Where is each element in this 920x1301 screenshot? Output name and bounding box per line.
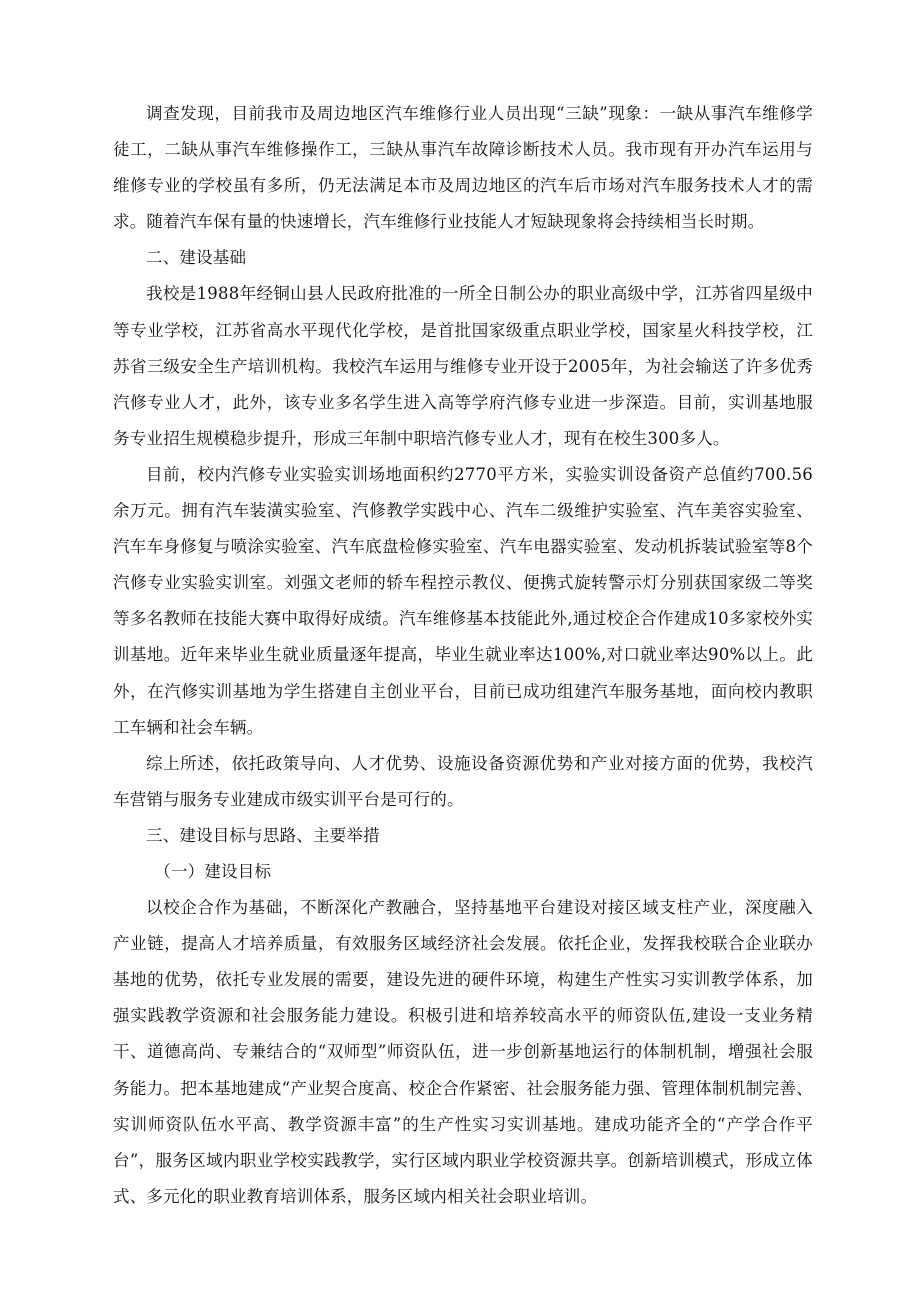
paragraph-survey-findings: 调查发现，目前我市及周边地区汽车维修行业人员出现“三缺”现象：一缺从事汽车维修学徒工，二缺从事汽车维修操作工，三缺从事汽车故障诊断技术人员。我市现有开办汽车运用与维修专业的学校虽有多所，仍无法满足本市及周边地区的汽车后市场对汽车服务技术人才的需求。随着汽车保有量的快速增长，汽车维修行业技能人才短缺现象将会持续相当长时期。: [113, 104, 813, 232]
section-heading-goals-and-measures: 三、建设目标与思路、主要举措: [146, 825, 380, 845]
paragraph-training-facilities: 目前，校内汽修专业实验实训场地面积约2770平方米，实验实训设备资产总值约700.56余万元。拥有汽车装潢实验室、汽修教学实践中心、汽车二级维护实验室、汽车美容实验室、汽车车身修复与喷涂实验室、汽车底盘检修实验室、汽车电器实验室、发动机拆装试验室等8个汽修专业实验实训室。刘强文老师的轿车程控示教仪、便携式旋转警示灯分别获国家级二等奖等多名教师在技能大赛中取得好成绩。汽车维修基本技能此外,通过校企合作建成10多家校外实训基地。近年来毕业生就业质量逐年提高，毕业生就业率达100%,对口就业率达90%以上。此外，在汽修实训基地为学生搭建自主创业平台，目前已成功组建汽车服务基地，面向校内教职工车辆和社会车辆。: [113, 464, 813, 737]
subsection-heading-construction-goals: （一）建设目标: [154, 861, 272, 881]
paragraph-school-background: 我校是1988年经铜山县人民政府批准的一所全日制公办的职业高级中学，江苏省四星级中等专业学校，江苏省高水平现代化学校，是首批国家级重点职业学校，国家星火科技学校，江苏省三级安全生产培训机构。我校汽车运用与维修专业开设于2005年，为社会输送了许多优秀汽修专业人才，此外，该专业多名学生进入高等学府汽修专业进一步深造。目前，实训基地服务专业招生规模稳步提升，形成三年制中职培汽修专业人才，现有在校生300多人。: [113, 284, 813, 448]
paragraph-conclusion: 综上所述，依托政策导向、人才优势、设施设备资源优势和产业对接方面的优势，我校汽车营销与服务专业建成市级实训平台是可行的。: [113, 753, 813, 809]
section-heading-construction-basis: 二、建设基础: [146, 248, 247, 268]
document-page: [113, 96, 813, 1215]
paragraph-construction-goals: 以校企合作为基础，不断深化产教融合，坚持基地平台建设对接区域支柱产业，深度融入产业链，提高人才培养质量，有效服务区域经济社会发展。依托企业，发挥我校联合企业联办基地的优势，依托专业发展的需要，建设先进的硬件环境，构建生产性实习实训教学体系，加强实践教学资源和社会服务能力建设。积极引进和培养较高水平的师资队伍,建设一支业务精干、道德高尚、专兼结合的“双师型”师资队伍，进一步创新基地运行的体制机制，增强社会服务能力。把本基地建成“产业契合度高、校企合作紧密、社会服务能力强、管理体制机制完善、实训师资队伍水平高、教学资源丰富”的生产性实习实训基地。建成功能齐全的“产学合作平台”，服务区域内职业学校实践教学，实行区域内职业学校资源共享。创新培训模式，形成立体式、多元化的职业教育培训体系，服务区域内相关社会职业培训。: [113, 898, 813, 1206]
